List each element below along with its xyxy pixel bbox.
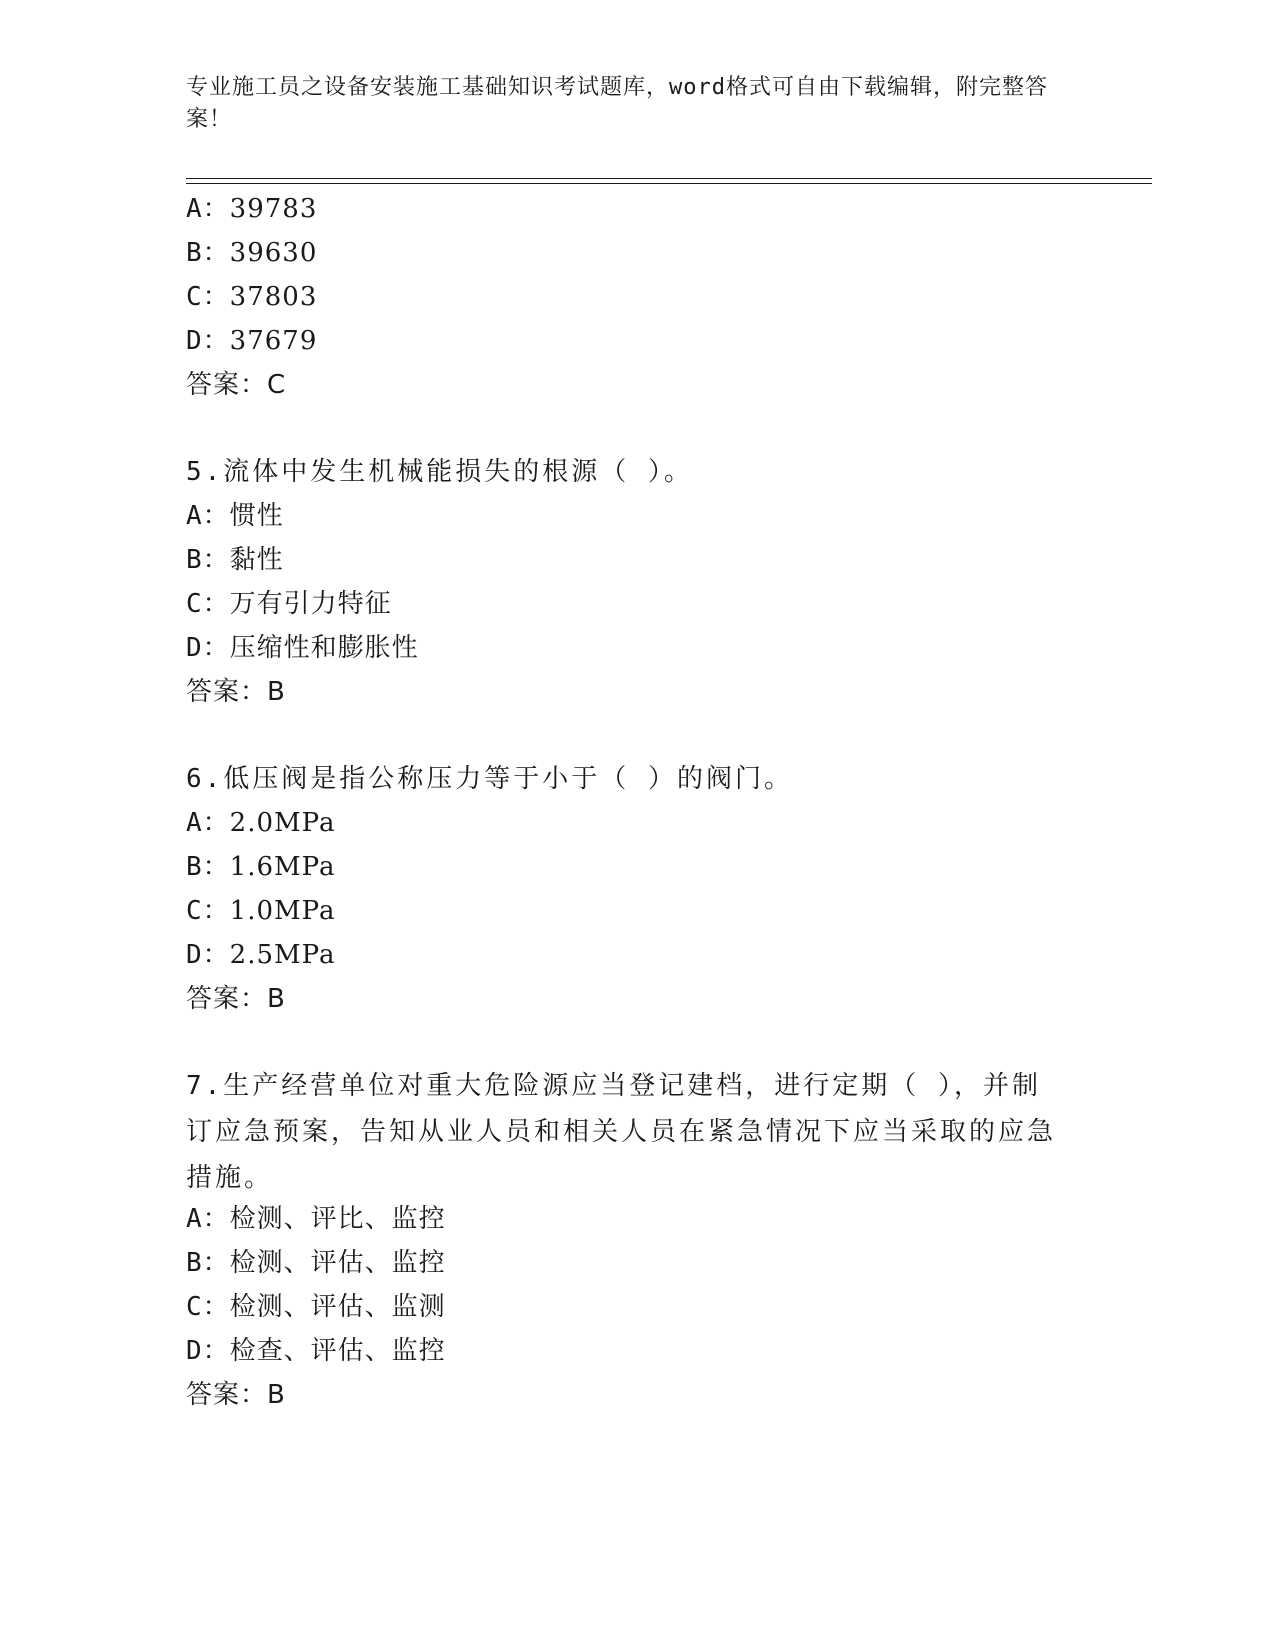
- q7-option-b: [186, 1240, 1086, 1286]
- option-text: 1.6MPa: [229, 852, 336, 882]
- option-text: 检查、评估、监控: [229, 1336, 446, 1366]
- document-header: 专业施工员之设备安装施工基础知识考试题库，word格式可自由下载编辑，附完整答案！: [186, 75, 1048, 132]
- q5-option-b: [186, 537, 1086, 583]
- q4-option-a: [186, 186, 1086, 232]
- q7-option-c: [186, 1284, 1086, 1330]
- option-letter: B：: [186, 545, 230, 575]
- q6-option-d: [186, 932, 1086, 978]
- q6-option-b: [186, 844, 1086, 890]
- option-letter: D：: [186, 633, 230, 663]
- q7-answer: 答案：B: [186, 1380, 286, 1410]
- option-text: 39783: [229, 194, 318, 224]
- header-divider-top: [186, 178, 1152, 179]
- q5-stem: 5.流体中发生机械能损失的根源（ ）。: [186, 457, 693, 487]
- option-text: 检测、评估、监控: [229, 1248, 446, 1278]
- option-text: 37679: [229, 326, 318, 356]
- q4-answer: 答案：C: [186, 370, 287, 400]
- q5-option-c: [186, 581, 1086, 627]
- option-text: 37803: [229, 282, 318, 312]
- option-letter: C：: [186, 896, 230, 926]
- q4-option-c: [186, 274, 1086, 320]
- option-letter: C：: [186, 589, 230, 619]
- option-text: 2.0MPa: [229, 808, 336, 838]
- q7-option-d: [186, 1328, 1086, 1374]
- option-letter: D：: [186, 1336, 230, 1366]
- option-text: 39630: [229, 238, 318, 268]
- option-text: 2.5MPa: [229, 940, 336, 970]
- q6-option-a: [186, 800, 1086, 846]
- option-letter: A：: [186, 808, 230, 838]
- q5-option-a: [186, 493, 1086, 539]
- option-letter: D：: [186, 326, 230, 356]
- q4-option-b: [186, 230, 1086, 276]
- option-text: 检测、评比、监控: [229, 1204, 446, 1234]
- option-text: 压缩性和膨胀性: [229, 633, 419, 663]
- option-letter: C：: [186, 282, 230, 312]
- option-letter: A：: [186, 501, 230, 531]
- header-divider-bottom: [186, 183, 1152, 184]
- option-text: 黏性: [229, 545, 284, 575]
- q7-option-a: [186, 1196, 1086, 1242]
- option-letter: B：: [186, 852, 230, 882]
- q7-stem: 7.生产经营单位对重大危险源应当登记建档，进行定期（ ），并制订应急预案，告知从业人员和相关人员在紧急情况下应当采取的应急措施。: [186, 1071, 1057, 1193]
- q5-answer: 答案：B: [186, 677, 286, 707]
- option-text: 惯性: [229, 501, 284, 531]
- q5-option-d: [186, 625, 1086, 671]
- option-text: 检测、评估、监测: [229, 1292, 446, 1322]
- option-letter: B：: [186, 1248, 230, 1278]
- option-letter: A：: [186, 1204, 230, 1234]
- option-text: 1.0MPa: [229, 896, 336, 926]
- option-letter: A：: [186, 194, 230, 224]
- q6-option-c: [186, 888, 1086, 934]
- option-text: 万有引力特征: [229, 589, 392, 619]
- q4-option-d: [186, 318, 1086, 364]
- option-letter: B：: [186, 238, 230, 268]
- q6-stem: 6.低压阀是指公称压力等于小于（ ）的阀门。: [186, 764, 793, 794]
- option-letter: D：: [186, 940, 230, 970]
- q6-answer: 答案：B: [186, 984, 286, 1014]
- option-letter: C：: [186, 1292, 230, 1322]
